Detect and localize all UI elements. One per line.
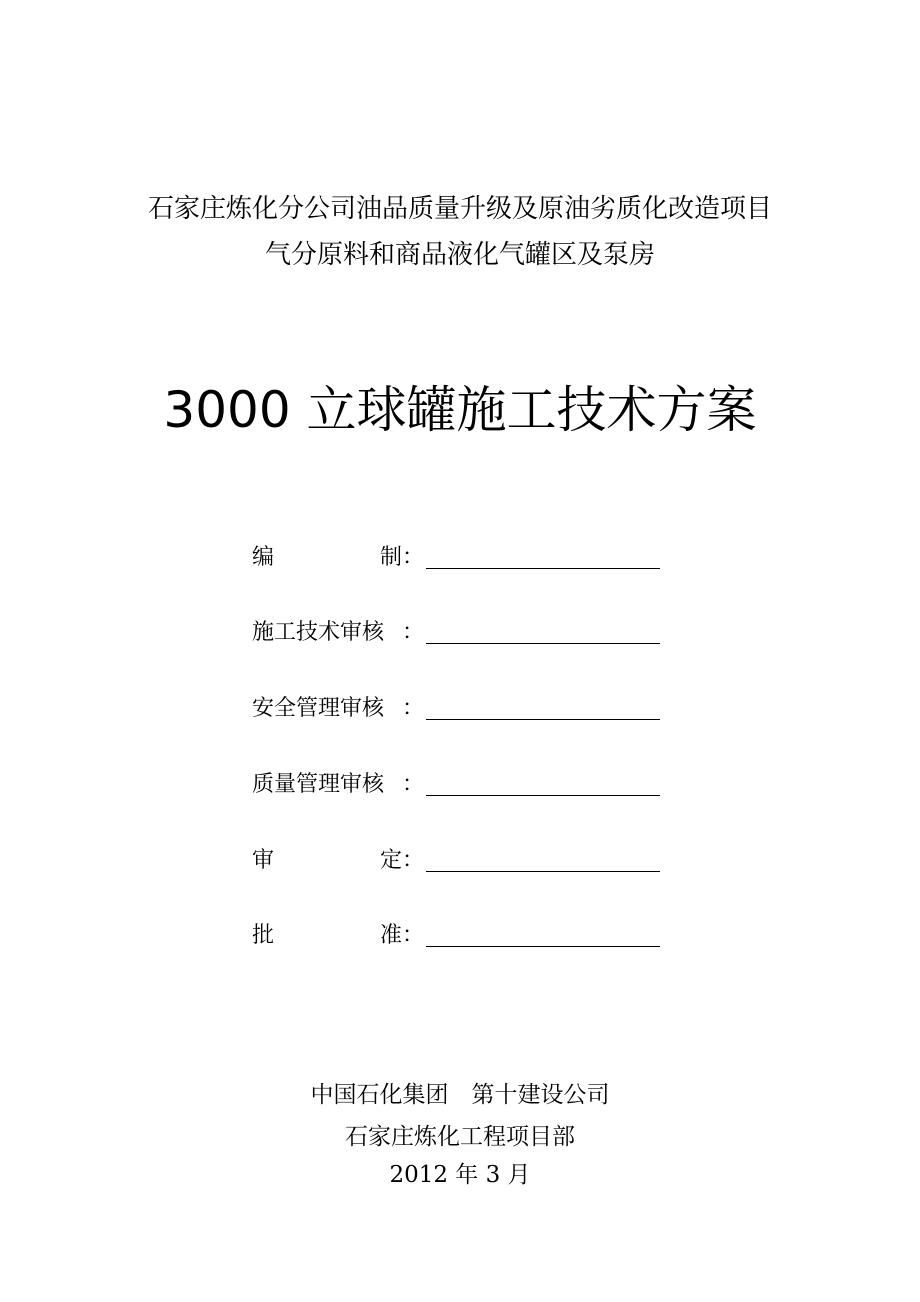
document-title: 3000 立球罐施工技术方案: [163, 381, 757, 439]
footer-department: 石家庄炼化工程项目部: [345, 1124, 575, 1150]
signature-row-approve: [252, 920, 672, 952]
signature-label-construction-tech-review: 施工技术审核: [252, 620, 385, 645]
signature-colon: ：: [402, 620, 425, 645]
signature-blank-line: [426, 871, 660, 872]
signature-row-quality-review: [252, 769, 672, 801]
footer-organization: 中国石化集团 第十建设公司: [310, 1082, 610, 1108]
signature-label-quality-review: 质量管理审核: [252, 772, 385, 797]
signature-colon: ：: [402, 923, 425, 948]
signature-row-safety-review: [252, 693, 672, 725]
signature-blank-line: [426, 795, 660, 796]
signature-colon: ：: [402, 848, 425, 873]
signature-blank-line: [426, 946, 660, 947]
signature-colon: ：: [402, 772, 425, 797]
signature-label-verify: 审 定: [252, 848, 402, 873]
footer-date: 2012 年 3 月: [389, 1162, 531, 1188]
signature-colon: ：: [402, 696, 425, 721]
signature-label-approve: 批 准: [252, 923, 402, 948]
signature-label-safety-review: 安全管理审核: [252, 696, 385, 721]
signature-blank-line: [426, 568, 660, 569]
signature-row-construction-tech-review: [252, 617, 672, 649]
signature-label-compile: 编 制: [252, 545, 402, 570]
signature-blank-line: [426, 643, 660, 644]
project-subtitle-line2: 气分原料和商品液化气罐区及泵房: [264, 240, 655, 270]
project-subtitle-line1: 石家庄炼化分公司油品质量升级及原油劣质化改造项目: [147, 194, 772, 224]
signature-colon: ：: [402, 545, 425, 570]
signature-blank-line: [426, 719, 660, 720]
signature-row-verify: [252, 845, 672, 877]
signature-row-compile: [252, 542, 672, 574]
